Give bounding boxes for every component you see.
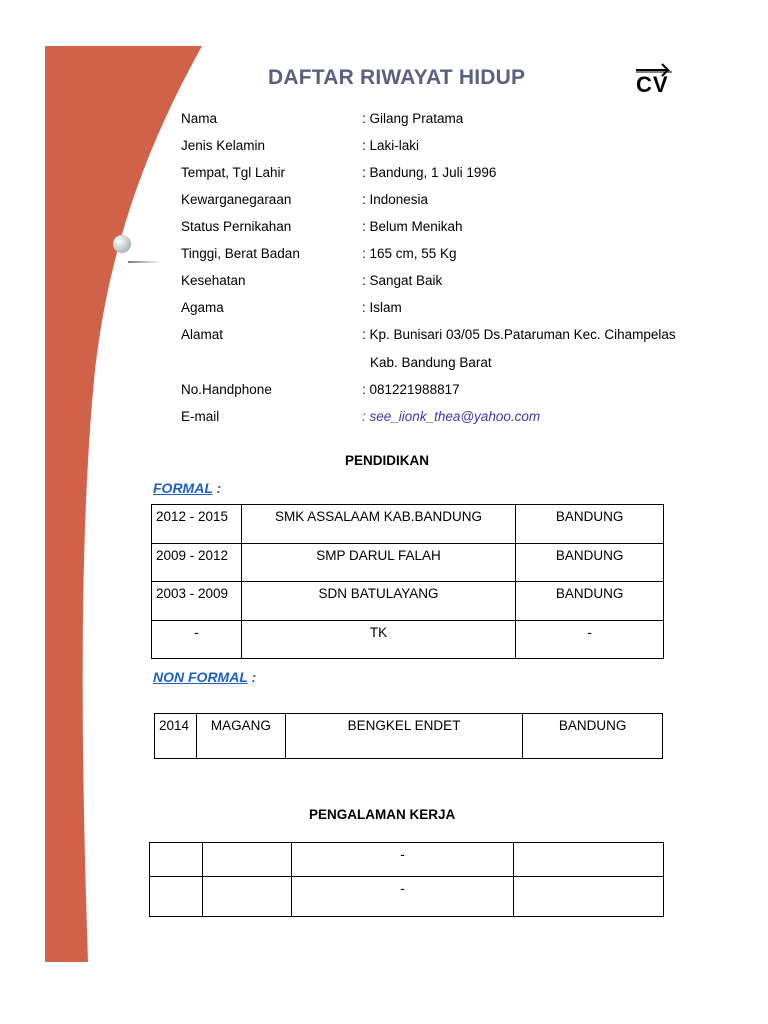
info-value: : Sangat Baik [362,273,443,288]
email-colon: : [362,409,366,424]
table-cell: BANDUNG [516,544,664,582]
info-label: Tinggi, Berat Badan [181,246,300,261]
section-title-pengalaman-kerja: PENGALAMAN KERJA [309,807,456,822]
experience-table [149,842,664,917]
table-cell: 2009 - 2012 [152,544,242,582]
info-label: Nama [181,111,218,126]
subtitle-non-formal [153,669,256,685]
table-row [150,877,664,917]
info-value: : Kp. Bunisari 03/05 Ds.Pataruman Kec. Cihampelas [362,327,676,342]
info-value: : Islam [362,300,402,315]
table-cell [202,877,291,917]
info-label: No.Handphone [181,382,272,397]
table-cell: - [291,843,514,877]
table-cell [514,877,664,917]
info-value: : Laki-laki [362,138,420,153]
table-row [150,843,664,877]
info-label: Kesehatan [181,273,246,288]
table-cell [150,843,203,877]
subtitle-formal-label: FORMAL [153,480,213,496]
cv-logo-text: CV [636,72,669,97]
table-cell: BANDUNG [516,505,664,544]
table-cell: TK [241,621,515,659]
subtitle-non-formal-suffix: : [247,669,257,685]
table-cell: - [291,877,514,917]
subtitle-non-formal-label: NON FORMAL [153,669,248,685]
table-cell [202,843,291,877]
table-row [152,621,664,659]
section-title-pendidikan: PENDIDIKAN [345,453,430,468]
table-cell: BANDUNG [516,582,664,621]
table-cell: 2014 [155,714,197,759]
table-row [155,714,663,759]
non-formal-education-table [154,713,663,759]
table-cell: 2012 - 2015 [152,505,242,544]
table-cell: SMP DARUL FALAH [241,544,515,582]
table-cell: SDN BATULAYANG [241,582,515,621]
info-label: Kewarganegaraan [181,192,292,207]
info-label: Alamat [181,327,224,342]
info-label: Agama [181,300,224,315]
table-cell: BENGKEL ENDET [285,714,522,759]
table-cell: BANDUNG [523,714,663,759]
info-value: : 165 cm, 55 Kg [362,246,457,261]
email-link[interactable]: see_iionk_thea@yahoo.com [369,409,541,424]
decorative-line [128,261,162,263]
page-title: DAFTAR RIWAYAT HIDUP [268,66,526,89]
info-value [362,409,540,424]
table-cell [150,877,203,917]
table-row [152,544,664,582]
info-label: Jenis Kelamin [181,138,266,153]
info-value: : Bandung, 1 Juli 1996 [362,165,497,180]
info-label: E-mail [181,409,220,424]
info-label: Tempat, Tgl Lahir [181,165,286,180]
table-row [152,582,664,621]
table-cell [514,843,664,877]
info-label: Status Pernikahan [181,219,292,234]
info-value: : Belum Menikah [362,219,463,234]
subtitle-formal [153,480,221,496]
table-cell: - [152,621,242,659]
info-value: : Indonesia [362,192,429,207]
info-value: Kab. Bandung Barat [370,355,492,370]
table-cell: 2003 - 2009 [152,582,242,621]
info-value: : 081221988817 [362,382,460,397]
table-cell: SMK ASSALAAM KAB.BANDUNG [241,505,515,544]
table-cell: MAGANG [196,714,285,759]
formal-education-table [151,504,664,659]
table-cell: - [516,621,664,659]
decorative-bead [113,235,131,253]
table-row [152,505,664,544]
info-value: : Gilang Pratama [362,111,464,126]
subtitle-formal-suffix: : [212,480,222,496]
